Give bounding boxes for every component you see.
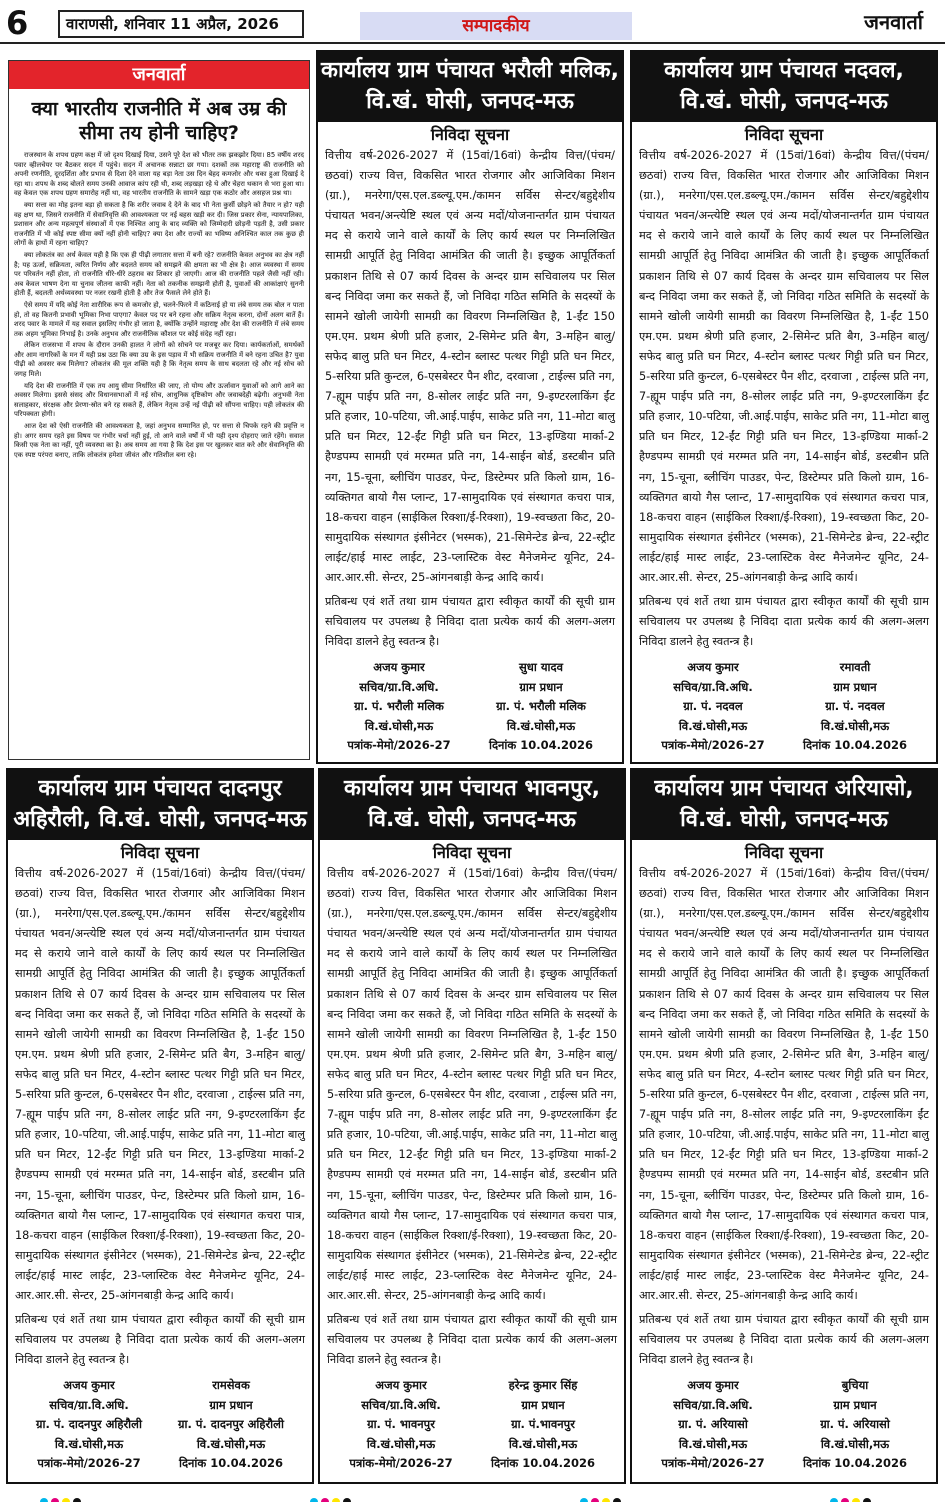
notice-body: वित्तीय वर्ष-2026-2027 में (15वां/16वां) केन्द्रीय वित्त/(पंचम/छठवां) राज्य वित्त, विकसित भारत रोजगार और आजिविका मिशन (ग्रा.), मनरेगा/एस.एल.डब्ल्यू.एम./कामन सर्विस सेन्टर/बहुद्देशीय पंचायत भवन/अन्त्येष्टि स्थल एवं अन्य मदों/योजनान्तर्गत ग्राम पंचायत मद से कराये जाने वाले कार्यों के लिए कार्य स्थल पर निम्नलिखित सामग्री आपूर्ति हेतु निविदा आमंत्रित की जाती है। इच्छुक आपूर्तिकर्ता प्रकाशन तिथि से 07 कार्य दिवस के अन्दर ग्राम सचिवालय पर सिल बन्द निविदा जमा कर सकते हैं, जो निविदा गठित समिति के सदस्यों के सामने खोली जायेगी सामग्री का विवरण निम्नलिखित है, 1-ईंट 150 एम.एम. प्रथम श्रेणी प्रति हजार, 2-सिमेन्ट प्रति बैग, 3-महिन बालु/सफेद बालु प्रति घन मिटर, 4-स्टोन ब्लास्ट पत्थर गिट्टी प्रति घन मिटर, 5-सरिया प्रति कुन्टल, 6-एसबेस्टर पैन शीट, दरवाजा , टाईल्स प्रति नग, 7-ह्यूम पाईप प्रति नग, 8-सोलर लाईट प्रति नग, 9-इण्टरलाकिंग ईंट प्रति हजार, 10-पटिया, जी.आई.पाईप, साकेट प्रति नग, 11-मोटा बालु प्रति घन मिटर, 12-ईंट गिट्टी प्रति घन मिटर, 13-इण्डिया मार्का-2 हैण्डपम्प सामग्री एवं मरम्मत प्रति नग, 14-साईन बोर्ड, डस्टबीन प्रति नग, 15-चूना, ब्लीचिंग पाउडर, पेन्ट, डिस्टेम्पर प्रति किलो ग्राम, 16-व्यक्तिगत बायो गैस प्लान्ट, 17-सामुदायिक एवं संस्थागत कचरा पात्र, 18-कचरा वाहन (साईकिल रिक्शा/ई-रिक्शा), 19-स्वच्छता किट, 20-सामुदायिक संस्थागत इंसीनेटर (भस्मक), 21-सिमेन्टेड ब्रेन्च, 22-स्ट्रीट लाईट/हाई मास्ट लाईट, 23-प्लास्टिक वेस्ट मैनेजमेन्ट यूनिट, 24-आर.आर.सी. सेन्टर, 25-आंगनबाड़ी केन्द्र आदि कार्य। [327,867,617,1302]
notice-signatures [318,652,622,756]
secretary-block: वि.खं.घोसी,मऊ [366,1436,436,1451]
tender-notice-bharauli-malik [316,50,624,764]
notice-signatures [632,652,936,756]
memo-reference: पत्रांक-मेमो/2026-27 [347,738,451,753]
masthead-brand: जनवार्ता [864,10,923,34]
notice-date: दिनांक 10.04.2026 [802,738,908,753]
secretary-designation: सचिव/ग्रा.वि.अधि. [49,1397,129,1412]
notice-terms: प्रतिबन्ध एवं शर्ते तथा ग्राम पंचायत द्वारा स्वीकृत कार्यों की सूची ग्राम सचिवालय पर उपलब्ध है निविदा दाता प्रत्येक कार्य की अलग-अलग निविदा डालने हेतु स्वतन्त्र है। [15,1313,305,1367]
memo-reference: पत्रांक-मेमो/2026-27 [349,1456,453,1471]
secretary-name: अजय कुमार [687,660,739,675]
notice-title: कार्यालय ग्राम पंचायत दादनपुर अहिरौली, वि.खं. घोसी, जनपद-मऊ [8,770,312,840]
dateline: वाराणसी, शनिवार 11 अप्रैल, 2026 [58,10,304,38]
pradhan-name: रमावती [839,660,871,675]
secretary-block: वि.खं.घोसी,मऊ [678,1436,748,1451]
editorial-paragraph: क्या लोकतंत्र का अर्थ केवल यही है कि एक ही पीढ़ी लगातार सत्ता में बनी रहे? राजनीति केवल अनुभव का क्षेत्र नहीं है; यह ऊर्जा, सक्रियता, त्वरित निर्णय और बदलते समय को समझने की क्षमता का भी क्षेत्र है। आज व्यवस्था में समय पर परिवर्तन नहीं होता, तो राजनीति धीरे-धीरे ठहराव का शिकार हो जाएगी। आज की राजनीति पहले जैसी नहीं रही। अब केवल भाषण देना या चुनाव जीतना काफी नहीं। नेता को तकनीक समझनी होती है, युवाओं की आकांक्षाएं सुननी होती हैं, बदलती अर्थव्यवस्था पर नजर रखनी होती है और तेज फैसले लेने होते हैं। [14,250,304,298]
secretary-block: वि.खं.घोसी,मऊ [364,718,434,733]
memo-reference: पत्रांक-मेमो/2026-27 [37,1456,141,1471]
secretary-name: अजय कुमार [687,1378,739,1393]
pradhan-block: वि.खं.घोसी,मऊ [820,718,890,733]
pradhan-designation: ग्राम प्रधान [521,1397,565,1412]
notice-signatures [8,1370,312,1474]
pradhan-name: रामसेवक [212,1378,250,1393]
registration-marks [310,1491,420,1499]
pradhan-block: वि.खं.घोसी,मऊ [506,718,576,733]
pradhan-block: वि.खं.घोसी,मऊ [508,1436,578,1451]
pradhan-panchayat: ग्रा. पं. नदवल [825,699,885,714]
secretary-name: अजय कुमार [375,1378,427,1393]
secretary-designation: सचिव/ग्रा.वि.अधि. [673,1397,753,1412]
editorial-paragraph: राजस्थान के शपथ ग्रहण कक्ष में जो दृश्य दिखाई दिया, उसने पूरे देश को भीतर तक झकझोर दिया। 85 वर्षीय शरद पवार व्हीलचेयर पर बैठकर सदन में पहुंचे। सदन में अचानक सन्नाटा छा गया। दशकों तक महाराष्ट्र की राजनीति को अपनी रणनीति, दूरदर्शिता और प्रभाव से दिशा देने वाला यह बड़ा नेता उस दिन बेहद कमजोर और थका हुआ दिखाई दे रहा था। शपथ के शब्द बोलते समय उनकी आवाज कांप रही थी, शब्द लड़खड़ा रहे थे और चेहरा थकान से भरा हुआ था। वह केवल एक शपथ ग्रहण समारोह नहीं था, वह भारतीय राजनीति के सामने खड़ा एक कठोर और असहज प्रश्न था। [14,151,304,198]
pradhan-block: वि.खं.घोसी,मऊ [196,1436,266,1451]
notice-title: कार्यालय ग्राम पंचायत नदवल, वि.खं. घोसी, जनपद-मऊ [632,52,936,122]
notice-date: दिनांक 10.04.2026 [490,1456,596,1471]
notice-subtitle: निविदा सूचना [744,125,824,144]
pradhan-panchayat: ग्रा. पं. दादनपुर अहिरौली [178,1417,284,1432]
tender-notice-nadwal [630,50,938,764]
page-number: 6 [6,4,29,42]
secretary-panchayat: ग्रा. पं. भरौली मलिक [354,699,444,714]
pradhan-panchayat: ग्रा. पं. अरियासो [820,1417,890,1432]
secretary-panchayat: ग्रा. पं. दादनपुर अहिरौली [36,1417,142,1432]
secretary-designation: सचिव/ग्रा.वि.अधि. [359,679,439,694]
secretary-name: अजय कुमार [63,1378,115,1393]
secretary-panchayat: ग्रा. पं. नदवल [683,699,743,714]
notice-date: दिनांक 10.04.2026 [178,1456,284,1471]
pradhan-name: बुचिया [841,1378,869,1393]
secretary-panchayat: ग्रा. पं. अरियासो [678,1417,748,1432]
notice-body: वित्तीय वर्ष-2026-2027 में (15वां/16वां) केन्द्रीय वित्त/(पंचम/छठवां) राज्य वित्त, विकसित भारत रोजगार और आजिविका मिशन (ग्रा.), मनरेगा/एस.एल.डब्ल्यू.एम./कामन सर्विस सेन्टर/बहुद्देशीय पंचायत भवन/अन्त्येष्टि स्थल एवं अन्य मदों/योजनान्तर्गत ग्राम पंचायत मद से कराये जाने वाले कार्यों के लिए कार्य स्थल पर निम्नलिखित सामग्री आपूर्ति हेतु निविदा आमंत्रित की जाती है। इच्छुक आपूर्तिकर्ता प्रकाशन तिथि से 07 कार्य दिवस के अन्दर ग्राम सचिवालय पर सिल बन्द निविदा जमा कर सकते हैं, जो निविदा गठित समिति के सदस्यों के सामने खोली जायेगी सामग्री का विवरण निम्नलिखित है, 1-ईंट 150 एम.एम. प्रथम श्रेणी प्रति हजार, 2-सिमेन्ट प्रति बैग, 3-महिन बालु/सफेद बालु प्रति घन मिटर, 4-स्टोन ब्लास्ट पत्थर गिट्टी प्रति घन मिटर, 5-सरिया प्रति कुन्टल, 6-एसबेस्टर पैन शीट, दरवाजा , टाईल्स प्रति नग, 7-ह्यूम पाईप प्रति नग, 8-सोलर लाईट प्रति नग, 9-इण्टरलाकिंग ईंट प्रति हजार, 10-पटिया, जी.आई.पाईप, साकेट प्रति नग, 11-मोटा बालु प्रति घन मिटर, 12-ईंट गिट्टी प्रति घन मिटर, 13-इण्डिया मार्का-2 हैण्डपम्प सामग्री एवं मरम्मत प्रति नग, 14-साईन बोर्ड, डस्टबीन प्रति नग, 15-चूना, ब्लीचिंग पाउडर, पेन्ट, डिस्टेम्पर प्रति किलो ग्राम, 16-व्यक्तिगत बायो गैस प्लान्ट, 17-सामुदायिक एवं संस्थागत कचरा पात्र, 18-कचरा वाहन (साईकिल रिक्शा/ई-रिक्शा), 19-स्वच्छता किट, 20-सामुदायिक संस्थागत इंसीनेटर (भस्मक), 21-सिमेन्टेड ब्रेन्च, 22-स्ट्रीट लाईट/हाई मास्ट लाईट, 23-प्लास्टिक वेस्ट मैनेजमेन्ट यूनिट, 24-आर.आर.सी. सेन्टर, 25-आंगनबाड़ी केन्द्र आदि कार्य। [639,149,929,584]
notice-body: वित्तीय वर्ष-2026-2027 में (15वां/16वां) केन्द्रीय वित्त/(पंचम/छठवां) राज्य वित्त, विकसित भारत रोजगार और आजिविका मिशन (ग्रा.), मनरेगा/एस.एल.डब्ल्यू.एम./कामन सर्विस सेन्टर/बहुद्देशीय पंचायत भवन/अन्त्येष्टि स्थल एवं अन्य मदों/योजनान्तर्गत ग्राम पंचायत मद से कराये जाने वाले कार्यों के लिए कार्य स्थल पर निम्नलिखित सामग्री आपूर्ति हेतु निविदा आमंत्रित की जाती है। इच्छुक आपूर्तिकर्ता प्रकाशन तिथि से 07 कार्य दिवस के अन्दर ग्राम सचिवालय पर सिल बन्द निविदा जमा कर सकते हैं, जो निविदा गठित समिति के सदस्यों के सामने खोली जायेगी सामग्री का विवरण निम्नलिखित है, 1-ईंट 150 एम.एम. प्रथम श्रेणी प्रति हजार, 2-सिमेन्ट प्रति बैग, 3-महिन बालु/सफेद बालु प्रति घन मिटर, 4-स्टोन ब्लास्ट पत्थर गिट्टी प्रति घन मिटर, 5-सरिया प्रति कुन्टल, 6-एसबेस्टर पैन शीट, दरवाजा , टाईल्स प्रति नग, 7-ह्यूम पाईप प्रति नग, 8-सोलर लाईट प्रति नग, 9-इण्टरलाकिंग ईंट प्रति हजार, 10-पटिया, जी.आई.पाईप, साकेट प्रति नग, 11-मोटा बालु प्रति घन मिटर, 12-ईंट गिट्टी प्रति घन मिटर, 13-इण्डिया मार्का-2 हैण्डपम्प सामग्री एवं मरम्मत प्रति नग, 14-साईन बोर्ड, डस्टबीन प्रति नग, 15-चूना, ब्लीचिंग पाउडर, पेन्ट, डिस्टेम्पर प्रति किलो ग्राम, 16-व्यक्तिगत बायो गैस प्लान्ट, 17-सामुदायिक एवं संस्थागत कचरा पात्र, 18-कचरा वाहन (साईकिल रिक्शा/ई-रिक्शा), 19-स्वच्छता किट, 20-सामुदायिक संस्थागत इंसीनेटर (भस्मक), 21-सिमेन्टेड ब्रेन्च, 22-स्ट्रीट लाईट/हाई मास्ट लाईट, 23-प्लास्टिक वेस्ट मैनेजमेन्ट यूनिट, 24-आर.आर.सी. सेन्टर, 25-आंगनबाड़ी केन्द्र आदि कार्य। [325,149,615,584]
editorial-paragraph: आज देश को ऐसी राजनीति की आवश्यकता है, जहां अनुभव सम्मानित हो, पर सत्ता से चिपके रहने की प्रवृत्ति न हो। अगर समय रहते इस विषय पर गंभीर चर्चा नहीं हुई, तो आने वाले वर्षों में भी यही दृश्य दोहराए जाते रहेंगे। सवाल किसी एक नेता का नहीं, पूरी व्यवस्था का है। अब समय आ गया है कि देश इस पर खुलकर बात करे और सेवानिवृत्ति की एक स्पष्ट परंपरा बनाए, ताकि लोकतंत्र हमेशा जीवंत और गतिशील बना रहे। [14,422,304,459]
notice-subtitle: निविदा सूचना [744,843,824,862]
masthead [0,0,945,44]
editorial-paragraph: ऐसे समय में यदि कोई नेता शारीरिक रूप से कमजोर हो, चलने-फिरने में कठिनाई हो या लंबे समय तक बोल न पाता हो, तो वह कितनी प्रभावी भूमिका निभा पाएगा? केवल पद पर बने रहना और सक्रिय नेतृत्व करना, दोनों अलग बातें हैं। शरद पवार के मामले में यह सवाल इसलिए गंभीर हो जाता है, क्योंकि उन्होंने महाराष्ट्र और देश की राजनीति में लंबे समय तक अहम भूमिका निभाई है। उनके अनुभव और राजनीतिक कौशल पर कोई संदेह नहीं रहा। [14,300,304,338]
editorial-column [8,60,310,760]
notice-body: वित्तीय वर्ष-2026-2027 में (15वां/16वां) केन्द्रीय वित्त/(पंचम/छठवां) राज्य वित्त, विकसित भारत रोजगार और आजिविका मिशन (ग्रा.), मनरेगा/एस.एल.डब्ल्यू.एम./कामन सर्विस सेन्टर/बहुद्देशीय पंचायत भवन/अन्त्येष्टि स्थल एवं अन्य मदों/योजनान्तर्गत ग्राम पंचायत मद से कराये जाने वाले कार्यों के लिए कार्य स्थल पर निम्नलिखित सामग्री आपूर्ति हेतु निविदा आमंत्रित की जाती है। इच्छुक आपूर्तिकर्ता प्रकाशन तिथि से 07 कार्य दिवस के अन्दर ग्राम सचिवालय पर सिल बन्द निविदा जमा कर सकते हैं, जो निविदा गठित समिति के सदस्यों के सामने खोली जायेगी सामग्री का विवरण निम्नलिखित है, 1-ईंट 150 एम.एम. प्रथम श्रेणी प्रति हजार, 2-सिमेन्ट प्रति बैग, 3-महिन बालु/सफेद बालु प्रति घन मिटर, 4-स्टोन ब्लास्ट पत्थर गिट्टी प्रति घन मिटर, 5-सरिया प्रति कुन्टल, 6-एसबेस्टर पैन शीट, दरवाजा , टाईल्स प्रति नग, 7-ह्यूम पाईप प्रति नग, 8-सोलर लाईट प्रति नग, 9-इण्टरलाकिंग ईंट प्रति हजार, 10-पटिया, जी.आई.पाईप, साकेट प्रति नग, 11-मोटा बालु प्रति घन मिटर, 12-ईंट गिट्टी प्रति घन मिटर, 13-इण्डिया मार्का-2 हैण्डपम्प सामग्री एवं मरम्मत प्रति नग, 14-साईन बोर्ड, डस्टबीन प्रति नग, 15-चूना, ब्लीचिंग पाउडर, पेन्ट, डिस्टेम्पर प्रति किलो ग्राम, 16-व्यक्तिगत बायो गैस प्लान्ट, 17-सामुदायिक एवं संस्थागत कचरा पात्र, 18-कचरा वाहन (साईकिल रिक्शा/ई-रिक्शा), 19-स्वच्छता किट, 20-सामुदायिक संस्थागत इंसीनेटर (भस्मक), 21-सिमेन्टेड ब्रेन्च, 22-स्ट्रीट लाईट/हाई मास्ट लाईट, 23-प्लास्टिक वेस्ट मैनेजमेन्ट यूनिट, 24-आर.आर.सी. सेन्टर, 25-आंगनबाड़ी केन्द्र आदि कार्य। [15,867,305,1302]
notice-subtitle: निविदा सूचना [120,843,200,862]
editorial-headline: क्या भारतीय राजनीति में अब उम्र की सीमा तय होनी चाहिए? [31,98,287,144]
secretary-panchayat: ग्रा. पं. भावनपुर [367,1417,435,1432]
notice-title: कार्यालय ग्राम पंचायत भावनपुर, वि.खं. घोसी, जनपद-मऊ [320,770,624,840]
notice-date: दिनांक 10.04.2026 [488,738,594,753]
tender-notice-dadanpur-ahirauli [6,768,314,1484]
editorial-paragraph: लेकिन राजसभा में शपथ के दौरान उनकी हालत ने लोगों को सोचने पर मजबूर कर दिया। कार्यकर्ताओं, समर्थकों और आम नागरिकों के मन में यही प्रश्न उठा कि क्या उम्र के इस पड़ाव में भी सक्रिय राजनीति में बने रहना उचित है? युवा पीढ़ी को अवसर कब मिलेगा? लोकतंत्र की मूल शक्ति यही है कि नेतृत्व समय के साथ बदलता रहे और नई सोच को जगह मिले। [14,341,304,379]
tender-notice-bhavanpur [318,768,626,1484]
editorial-paragraph: यदि देश की राजनीति में एक तय आयु सीमा निर्धारित की जाए, तो योग्य और ऊर्जावान युवाओं को आगे आने का अवसर मिलेगा। इससे संसद और विधानसभाओं में नई सोच, आधुनिक दृष्टिकोण और जवाबदेही बढ़ेगी। अनुभवी नेता सलाहकार, संरक्षक और प्रेरणा-स्रोत बने रह सकते हैं, लेकिन नेतृत्व उन्हें नई पीढ़ी को सौंपना चाहिए। यही लोकतंत्र की परिपक्वता होगी। [14,381,304,419]
notice-terms: प्रतिबन्ध एवं शर्ते तथा ग्राम पंचायत द्वारा स्वीकृत कार्यों की सूची ग्राम सचिवालय पर उपलब्ध है निविदा दाता प्रत्येक कार्य की अलग-अलग निविदा डालने हेतु स्वतन्त्र है। [325,595,615,649]
pradhan-designation: ग्राम प्रधान [209,1397,253,1412]
secretary-block: वि.खं.घोसी,मऊ [54,1436,124,1451]
secretary-designation: सचिव/ग्रा.वि.अधि. [361,1397,441,1412]
pradhan-block: वि.खं.घोसी,मऊ [820,1436,890,1451]
notice-date: दिनांक 10.04.2026 [802,1456,908,1471]
editorial-paragraph: क्या सत्ता का मोह इतना बड़ा हो सकता है कि शरीर जवाब दे देने के बाद भी नेता कुर्सी छोड़ने को तैयार न हो? यही वह क्षण था, जिसने राजनीति में सेवानिवृत्ति की आवश्यकता पर नई बहस खड़ी कर दी। जिस प्रकार सेना, न्यायपालिका, प्रशासन और अन्य महत्वपूर्ण संस्थाओं में एक निश्चित आयु के बाद व्यक्ति को जिम्मेदारी छोड़नी पड़ती है, उसी प्रकार राजनीति में भी कोई स्पष्ट सीमा क्यों नहीं होनी चाहिए? क्या देश और राज्यों का भविष्य अनिश्चित काल तक कुछ ही लोगों के हाथों में रहना चाहिए? [14,200,304,248]
notice-title: कार्यालय ग्राम पंचायत भरौली मलिक, वि.खं. घोसी, जनपद-मऊ [318,52,622,122]
notice-signatures [632,1370,936,1474]
notice-terms: प्रतिबन्ध एवं शर्ते तथा ग्राम पंचायत द्वारा स्वीकृत कार्यों की सूची ग्राम सचिवालय पर उपलब्ध है निविदा दाता प्रत्येक कार्य की अलग-अलग निविदा डालने हेतु स्वतन्त्र है। [639,595,929,649]
notice-body: वित्तीय वर्ष-2026-2027 में (15वां/16वां) केन्द्रीय वित्त/(पंचम/छठवां) राज्य वित्त, विकसित भारत रोजगार और आजिविका मिशन (ग्रा.), मनरेगा/एस.एल.डब्ल्यू.एम./कामन सर्विस सेन्टर/बहुद्देशीय पंचायत भवन/अन्त्येष्टि स्थल एवं अन्य मदों/योजनान्तर्गत ग्राम पंचायत मद से कराये जाने वाले कार्यों के लिए कार्य स्थल पर निम्नलिखित सामग्री आपूर्ति हेतु निविदा आमंत्रित की जाती है। इच्छुक आपूर्तिकर्ता प्रकाशन तिथि से 07 कार्य दिवस के अन्दर ग्राम सचिवालय पर सिल बन्द निविदा जमा कर सकते हैं, जो निविदा गठित समिति के सदस्यों के सामने खोली जायेगी सामग्री का विवरण निम्नलिखित है, 1-ईंट 150 एम.एम. प्रथम श्रेणी प्रति हजार, 2-सिमेन्ट प्रति बैग, 3-महिन बालु/सफेद बालु प्रति घन मिटर, 4-स्टोन ब्लास्ट पत्थर गिट्टी प्रति घन मिटर, 5-सरिया प्रति कुन्टल, 6-एसबेस्टर पैन शीट, दरवाजा , टाईल्स प्रति नग, 7-ह्यूम पाईप प्रति नग, 8-सोलर लाईट प्रति नग, 9-इण्टरलाकिंग ईंट प्रति हजार, 10-पटिया, जी.आई.पाईप, साकेट प्रति नग, 11-मोटा बालु प्रति घन मिटर, 12-ईंट गिट्टी प्रति घन मिटर, 13-इण्डिया मार्का-2 हैण्डपम्प सामग्री एवं मरम्मत प्रति नग, 14-साईन बोर्ड, डस्टबीन प्रति नग, 15-चूना, ब्लीचिंग पाउडर, पेन्ट, डिस्टेम्पर प्रति किलो ग्राम, 16-व्यक्तिगत बायो गैस प्लान्ट, 17-सामुदायिक एवं संस्थागत कचरा पात्र, 18-कचरा वाहन (साईकिल रिक्शा/ई-रिक्शा), 19-स्वच्छता किट, 20-सामुदायिक संस्थागत इंसीनेटर (भस्मक), 21-सिमेन्टेड ब्रेन्च, 22-स्ट्रीट लाईट/हाई मास्ट लाईट, 23-प्लास्टिक वेस्ट मैनेजमेन्ट यूनिट, 24-आर.आर.सी. सेन्टर, 25-आंगनबाड़ी केन्द्र आदि कार्य। [639,867,929,1302]
notice-signatures [320,1370,624,1474]
memo-reference: पत्रांक-मेमो/2026-27 [661,738,765,753]
section-label: सम्पादकीय [360,12,632,40]
notice-subtitle: निविदा सूचना [432,843,512,862]
registration-marks [580,1491,690,1499]
pradhan-designation: ग्राम प्रधान [519,679,563,694]
pradhan-designation: ग्राम प्रधान [833,1397,877,1412]
pradhan-panchayat: ग्रा. पं.भावनपुर [511,1417,575,1432]
memo-reference: पत्रांक-मेमो/2026-27 [661,1456,765,1471]
notice-terms: प्रतिबन्ध एवं शर्ते तथा ग्राम पंचायत द्वारा स्वीकृत कार्यों की सूची ग्राम सचिवालय पर उपलब्ध है निविदा दाता प्रत्येक कार्य की अलग-अलग निविदा डालने हेतु स्वतन्त्र है। [327,1313,617,1367]
pradhan-name: हरेन्द्र कुमार सिंह [508,1378,578,1393]
registration-marks [830,1491,940,1499]
notice-subtitle: निविदा सूचना [430,125,510,144]
secretary-block: वि.खं.घोसी,मऊ [678,718,748,733]
registration-marks [40,1491,150,1499]
pradhan-designation: ग्राम प्रधान [833,679,877,694]
editorial-body [9,151,309,460]
pradhan-name: सुधा यादव [519,660,563,675]
secretary-name: अजय कुमार [373,660,425,675]
notice-title: कार्यालय ग्राम पंचायत अरियासो, वि.खं. घोसी, जनपद-मऊ [632,770,936,840]
secretary-designation: सचिव/ग्रा.वि.अधि. [673,679,753,694]
tender-notice-ariyaso [630,768,938,1484]
pradhan-panchayat: ग्रा. पं. भरौली मलिक [496,699,586,714]
notice-terms: प्रतिबन्ध एवं शर्ते तथा ग्राम पंचायत द्वारा स्वीकृत कार्यों की सूची ग्राम सचिवालय पर उपलब्ध है निविदा दाता प्रत्येक कार्य की अलग-अलग निविदा डालने हेतु स्वतन्त्र है। [639,1313,929,1367]
editorial-brand: जनवार्ता [9,61,309,89]
